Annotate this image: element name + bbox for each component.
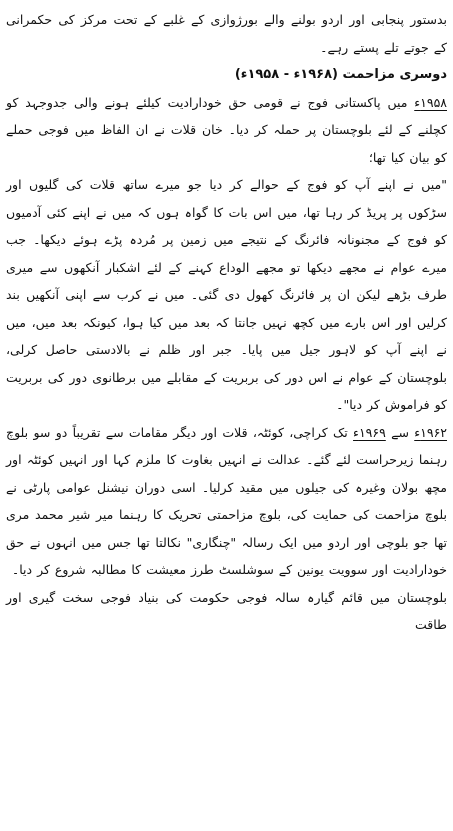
invasion-paragraph — [6, 89, 447, 172]
year-1969: ۱۹۶۹ء — [353, 424, 386, 440]
khan-quote: "میں نے اپنے آپ کو فوج کے حوالے کر دیا جو میرے ساتھ قلات کی گلیوں اور سڑکوں پر پریڈ کر رہا تھا، میں اس بات کا گواہ ہوں کہ میں نے اپنے کئی آدمیوں کو فوج کے مجنونانہ فائرنگ کے نتیجے میں زمین پر مُردہ پڑے ہوئے دیکھا۔ جب میرے عوام نے مجھے دیکھا تو مجھے الوداع کہنے کے لئے اشکبار آنکھوں سے میری طرف بڑھے لیکن ان پر فائرنگ کھول دی گئی۔ میں نے کرب سے اپنی آنکھیں بند کرلیں اور اس بارے میں کچھ نہیں جانتا کہ بعد میں کیا ہوا، کیونکہ بعد میں، میں نے اپنے آپ کو لاہور جیل میں پایا۔ جبر اور ظلم نے بالادستی حاصل کرلی، بلوچستان کے عوام نے اس دور کی بربریت کے مقابلے میں برطانوی دور کی بربریت کو فراموش کر دیا"۔ — [6, 177, 447, 412]
section-heading: دوسری مزاحمت (۱۹۶۸ء - ۱۹۵۸ء) — [234, 67, 447, 82]
arrests-text: تک کراچی، کوئٹہ، قلات اور دیگر مقامات سے تقریباً دو سو بلوچ رہنما زیرحراست لئے گئے۔ عدالت نے انہیں بغاوت کا ملزم کہا اور انہیں کوئٹہ اور مچھ بولان وغیرہ کی جیلوں میں مقید کرلیا۔ اسی دوران نیشنل عوامی پارٹی نے بلوچ مزاحمت کی حمایت کی، بلوچ مزاحمتی تحریک کا رہنما میر شیر محمد مری تھا جو بلوچی اور اردو میں ایک رسالہ "چنگاری" نکالتا تھا جس میں انہوں نے حق خودارادیت اور سوویت یونین کے سوشلسٹ طرز معیشت کا مطالبہ شروع کر دیا۔ — [6, 424, 447, 577]
closing-paragraph: بلوچستان میں قائم گیارہ سالہ فوجی حکومت کی بنیاد فوجی سخت گیری اور طاقت — [6, 589, 447, 632]
intro-paragraph: بدستور پنجابی اور اردو بولنے والے بورژوازی کے غلبے کے تحت مرکز کی حکمرانی کے جوتے تلے پستے رہے۔ — [6, 12, 447, 55]
invasion-text: میں پاکستانی فوج نے قومی حق خودارادیت کیلئے ہونے والی جدوجہد کو کچلنے کے لئے بلوچستان پر حملہ کر دیا۔ خان قلات نے ان الفاظ میں فوجی حملے کو بیان کیا تھا؛ — [6, 94, 447, 165]
year-1958: ۱۹۵۸ء — [414, 94, 447, 110]
arrests-connector: سے — [385, 424, 415, 440]
arrests-paragraph — [6, 419, 447, 584]
year-1962: ۱۹۶۲ء — [414, 424, 447, 440]
